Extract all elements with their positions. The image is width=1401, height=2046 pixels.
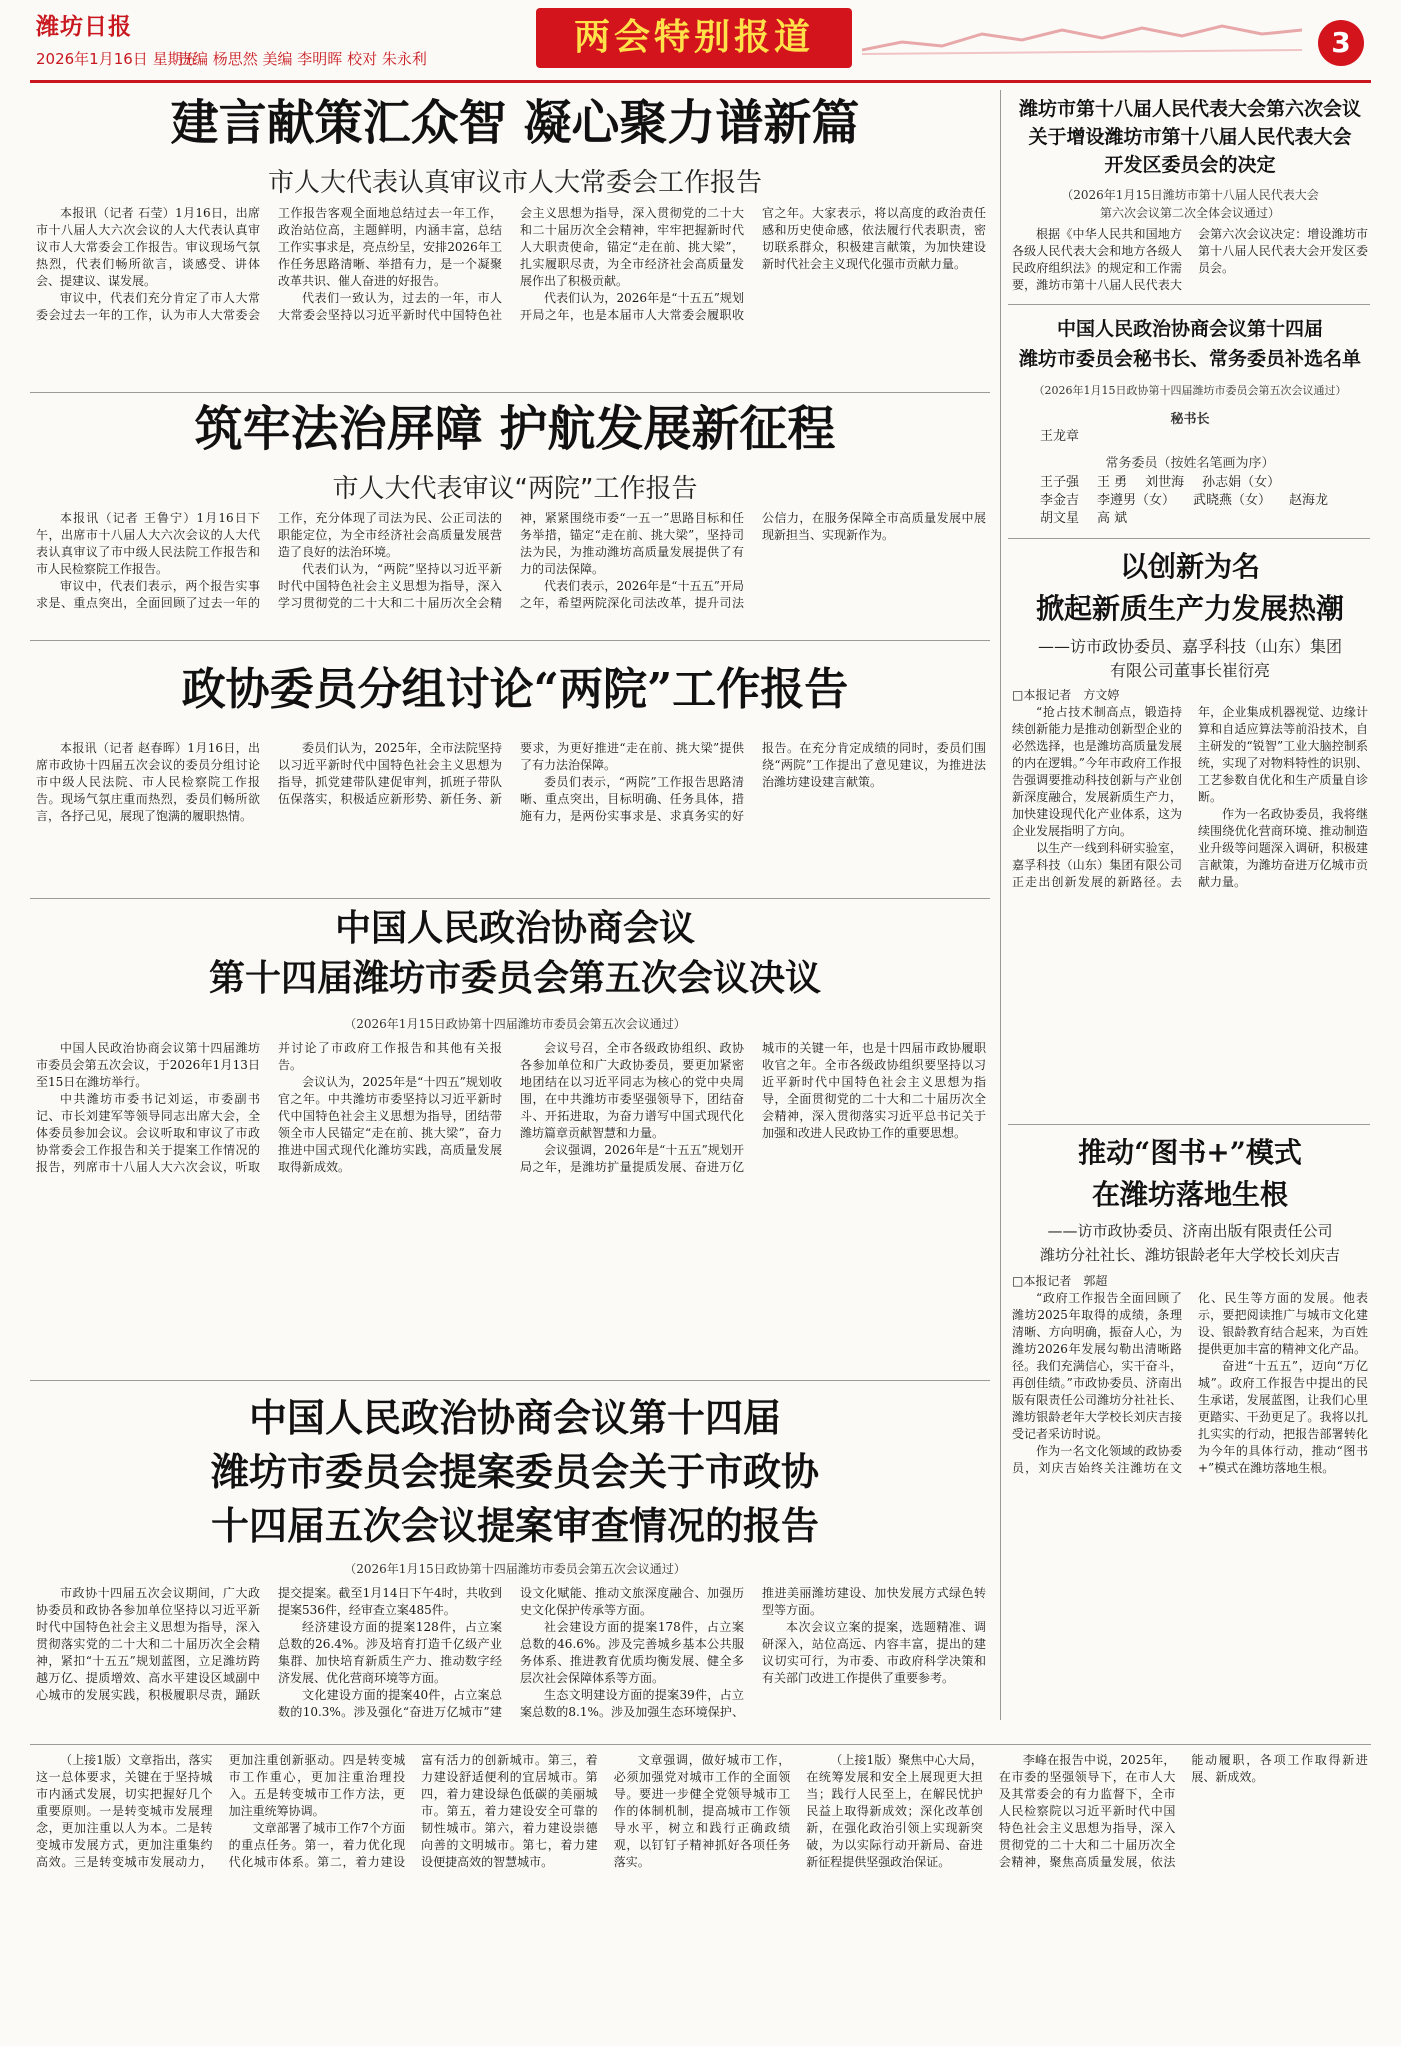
adoption-note-line2: 第六次会议第二次全体会议通过） — [1099, 206, 1280, 220]
adoption-note: （2026年1月15日政协第十四届潍坊市委员会第五次会议通过） — [1033, 384, 1347, 397]
members-list — [1040, 474, 1370, 528]
article-title-line2: 潍坊市委员会提案委员会关于市政协 — [210, 1449, 819, 1494]
column-divider — [1000, 90, 1001, 1720]
article-title-line1: 中国人民政治协商会议第十四届 — [248, 1395, 781, 1440]
article-byline: □本报记者 方文婷 — [1012, 688, 1120, 702]
article-title-line2: 第十四届潍坊市委员会第五次会议决议 — [208, 957, 821, 999]
section-banner-label: 两会特别报道 — [573, 17, 814, 58]
members-row: 王子强 王 勇 刘世海 孙志娟（女） — [1040, 475, 1281, 490]
article-title-line3: 开发区委员会的决定 — [1104, 154, 1276, 176]
article-title-line3: 十四届五次会议提案审查情况的报告 — [210, 1503, 819, 1548]
article-body: 本报讯（记者 石莹）1月16日，出席市十八届人大六次会议的人大代表认真审议市人大常委会工作报告。审议现场气氛热烈，代表们畅所欲言，谈感受、讲体会、提建议、谋发展。 审议中，代表们充分肯定了市人大常委会过去一年的工作，认为市人大常委会工作报告客观全面地总结过去一年工作，政治站位高，主题鲜明，内涵丰富，总结工作实事求是，亮点纷呈，安排2026年工作任务思路清晰、举措有力，是一个凝聚改革共识、催人奋进的好报告。 代表们一致认为，过去的一年，市人大常委会坚持以习近平新时代中国特色社会主义思想为指导，深入贯彻党的二十大和二十届历次全会精神，牢牢把握新时代人大职责使命，锚定“走在前、挑大梁”，扎实履职尽责，为全市经济社会高质量发展作出了积极贡献。 代表们认为，2026年是“十五五”规划开局之年，也是本届市人大常委会履职收官之年。大家表示，将以高度的政治责任感和历史使命感，依法履行代表职责，密切联系群众，积极建言献策，为加快建设新时代社会主义现代化强市贡献力量。 — [36, 206, 986, 322]
masthead — [0, 0, 1401, 84]
article-title-line1: 潍坊市第十八届人民代表大会第六次会议 — [1018, 98, 1361, 120]
adoption-note: （2026年1月15日政协第十四届潍坊市委员会第五次会议通过） — [344, 1562, 686, 1576]
page-number: 3 — [1318, 20, 1364, 66]
article-title-line2: 掀起新质生产力发展热潮 — [1035, 592, 1344, 625]
paper-name: 潍坊日报 — [36, 14, 132, 40]
article-subtitle-line2: 潍坊分社社长、潍坊银龄老年大学校长刘庆吉 — [1039, 1246, 1340, 1264]
masthead-rule — [30, 80, 1371, 83]
article-subtitle-line2: 有限公司董事长崔衍亮 — [1109, 661, 1270, 680]
separator — [30, 640, 990, 641]
members-row: 李金吉 李遵男（女） 武晓燕（女） 赵海龙 — [1040, 493, 1329, 508]
article-subtitle: 市人大代表审议“两院”工作报告 — [332, 474, 698, 504]
article-title-line1: 推动“图书+”模式 — [1078, 1136, 1302, 1169]
article-byline: □本报记者 郭超 — [1012, 1274, 1108, 1288]
adoption-note-line1: （2026年1月15日潍坊市第十八届人民代表大会 — [1061, 188, 1319, 202]
article-title-line2: 在潍坊落地生根 — [1091, 1178, 1288, 1211]
article-title-line2: 关于增设潍坊市第十八届人民代表大会 — [1028, 126, 1352, 148]
editor-credit: 责编 杨思然 美编 李明晖 校对 朱永利 — [178, 50, 427, 68]
article-body: 中国人民政治协商会议第十四届潍坊市委员会第五次会议，于2026年1月13日至15日在潍坊举行。 中共潍坊市委书记刘运，市委副书记、市长刘建军等领导同志出席大会，全体委员参加会议。会议听取和审议了市政协常委会工作报告和关于提案工作情况的报告，列席市十八届人大六次会议，听取并讨论了市政府工作报告和其他有关报告。 会议认为，2025年是“十四五”规划收官之年。中共潍坊市委坚持以习近平新时代中国特色社会主义思想为指导，团结带领全市人民锚定“走在前、挑大梁”，奋力推进中国式现代化潍坊实践，高质量发展取得新成效。 会议号召，全市各级政协组织、政协各参加单位和广大政协委员，要更加紧密地团结在以习近平同志为核心的党中央周围，在中共潍坊市委坚强领导下，团结奋斗、开拓进取，为奋力谱写中国式现代化潍坊篇章贡献智慧和力量。 会议强调，2026年是“十五五”规划开局之年，是潍坊扩量提质发展、奋进万亿城市的关键一年，也是十四届市政协履职收官之年。全市各级政协组织要坚持以习近平新时代中国特色社会主义思想为指导，全面贯彻党的二十大和二十届历次全会精神，深入贯彻落实习近平总书记关于加强和改进人民政协工作的重要思想。 — [36, 1041, 986, 1174]
article-body: “抢占技术制高点，锻造持续创新能力是推动创新型企业的必然选择，也是潍坊高质量发展的内在逻辑。”今年市政府工作报告强调要推动科技创新与产业创新深度融合，发展新质生产力，加快建设现代化产业体系，这为企业发展指明了方向。 以生产一线到科研实验室，嘉孚科技（山东）集团有限公司正走出创新发展的新路径。去年，企业集成机器视觉、边缘计算和自适应算法等前沿技术，自主研发的“锐智”工业大脑控制系统，实现了对物料特性的识别、工艺参数自优化和生产质量自诊断。 作为一名政协委员，我将继续围绕优化营商环境、推动制造业升级等问题深入调研，积极建言献策，为潍坊奋进万亿城市贡献力量。 — [1012, 705, 1368, 889]
continuation-body: （上接1版）文章指出，落实这一总体要求，关键在于坚持城市内涵式发展，切实把握好几个重要原则。一是转变城市发展理念，更加注重以人为本。二是转变城市发展方式，更加注重集约高效。三是转变城市发展动力，更加注重创新驱动。四是转变城市工作重心，更加注重治理投入。五是转变城市工作方法，更加注重统筹协调。 文章部署了城市工作7个方面的重点任务。第一，着力优化现代化城市体系。第二，着力建设富有活力的创新城市。第三，着力建设舒适便利的宜居城市。第四，着力建设绿色低碳的美丽城市。第五，着力建设安全可靠的韧性城市。第六，着力建设崇德向善的文明城市。第七，着力建设便捷高效的智慧城市。 文章强调，做好城市工作，必须加强党对城市工作的全面领导。要进一步健全党领导城市工作的体制机制，提高城市工作领导水平，树立和践行正确政绩观，以钉钉子精神抓好各项任务落实。 （上接1版）聚焦中心大局，在统筹发展和安全上展现更大担当；践行人民至上，在解民忧护民益上取得新成效；深化改革创新，在强化政治引领上实现新突破，为以实际行动开新局、奋进新征程提供坚强政治保证。 李峰在报告中说，2025年，在市委的坚强领导下，在市人大及其常委会的有力监督下，全市人民检察院以习近平新时代中国特色社会主义思想为指导，深入贯彻党的二十大和二十届历次全会精神，聚焦高质量发展，依法能动履职，各项工作取得新进展、新成效。 — [36, 1753, 1368, 1869]
article-subtitle-line1: ——访市政协委员、济南出版有限责任公司 — [1047, 1222, 1333, 1240]
article-title-line1: 以创新为名 — [1119, 550, 1260, 583]
article-title: 政协委员分组讨论“两院”工作报告 — [181, 664, 849, 715]
article-body: 本报讯（记者 赵春晖）1月16日，出席市政协十四届五次会议的委员分组讨论市中级人民法院、市人民检察院工作报告。现场气氛庄重而热烈，委员们畅所欲言，各抒己见，展现了饱满的履职热情。 委员们认为，2025年，全市法院坚持以习近平新时代中国特色社会主义思想为指导，抓党建带队建促审判，抓班子带队伍保落实，积极适应新形势、新任务、新要求，为更好推进“走在前、挑大梁”提供了有力法治保障。 委员们表示，“两院”工作报告思路清晰、重点突出，目标明确、任务具体，措施有力，是两份实事求是、求真务实的好报告。在充分肯定成绩的同时，委员们围绕“两院”工作提出了意见建议，为推进法治潍坊建设建言献策。 — [36, 741, 986, 823]
separator — [30, 898, 990, 899]
section-banner — [536, 8, 852, 68]
article-body: 根据《中华人民共和国地方各级人民代表大会和地方各级人民政府组织法》的规定和工作需要，潍坊市第十八届人民代表大会第六次会议决定：增设潍坊市第十八届人民代表大会开发区委员会。 — [1012, 227, 1368, 292]
secretary-name: 王龙章 — [1040, 429, 1080, 444]
article-title-line1: 中国人民政治协商会议第十四届 — [1056, 318, 1323, 340]
article-body: 市政协十四届五次会议期间，广大政协委员和政协各参加单位坚持以习近平新时代中国特色社会主义思想为指导，深入贯彻落实党的二十大和二十届历次全会精神，紧扣“十五五”规划蓝图，立足潍坊跨越万亿、提质增效、高水平建设区域副中心城市的发展实践，积极履职尽责，踊跃提交提案。截至1月14日下午4时，共收到提案536件，经审查立案485件。 经济建设方面的提案128件，占立案总数的26.4%。涉及培育打造千亿级产业集群、加快培育新质生产力、推动数字经济发展、优化营商环境等方面。 文化建设方面的提案40件，占立案总数的10.3%。涉及强化“奋进万亿城市”建设文化赋能、推动文旅深度融合、加强历史文化保护传承等方面。 社会建设方面的提案178件，占立案总数的46.6%。涉及完善城乡基本公共服务体系、推进教育优质均衡发展、健全多层次社会保障体系等方面。 生态文明建设方面的提案39件，占立案总数的8.1%。涉及加强生态环境保护、推进美丽潍坊建设、加快发展方式绿色转型等方面。 本次会议立案的提案，选题精准、调研深入，站位高远、内容丰富，提出的建议切实可行，为市委、市政府科学决策和有关部门改进工作提供了重要参考。 — [36, 1586, 986, 1719]
adoption-note: （2026年1月15日政协第十四届潍坊市委员会第五次会议通过） — [344, 1017, 686, 1031]
article-subtitle: 市人大代表认真审议市人大常委会工作报告 — [267, 168, 762, 198]
secretary-heading: 秘书长 — [1170, 412, 1210, 427]
article-body: 本报讯（记者 王鲁宁）1月16日下午，出席市十八届人大六次会议的人大代表认真审议了市中级人民法院工作报告和市人民检察院工作报告。 审议中，代表们表示，两个报告实事求是、重点突出，全面回顾了过去一年的工作，充分体现了司法为民、公正司法的职能定位，为全市经济社会高质量发展营造了良好的法治环境。 代表们认为，“两院”坚持以习近平新时代中国特色社会主义思想为指导，深入学习贯彻党的二十大和二十届历次全会精神，紧紧围绕市委“一五一”思路目标和任务举措，锚定“走在前、挑大梁”，坚持司法为民，为推动潍坊高质量发展提供了有力的司法保障。 代表们表示，2026年是“十五五”开局之年，希望两院深化司法改革，提升司法公信力，在服务保障全市高质量发展中展现新担当、实现新作为。 — [36, 511, 986, 610]
article-subtitle-line1: ——访市政协委员、嘉孚科技（山东）集团 — [1037, 637, 1342, 656]
issue-date: 2026年1月16日 星期五 — [36, 50, 198, 68]
separator — [30, 1744, 1371, 1745]
article-title-line2: 潍坊市委员会秘书长、常务委员补选名单 — [1018, 348, 1361, 370]
separator — [30, 1380, 990, 1381]
article-title-line1: 中国人民政治协商会议 — [334, 907, 695, 949]
article-body: “政府工作报告全面回顾了潍坊2025年取得的成绩，条理清晰、方向明确，振奋人心，为潍坊2026年发展勾勒出清晰路径。我们充满信心，实干奋斗，再创佳绩。”市政协委员、济南出版有限责任公司潍坊分社社长、潍坊银龄老年大学校长刘庆吉接受记者采访时说。 作为一名文化领域的政协委员，刘庆吉始终关注潍坊在文化、民生等方面的发展。他表示，要把阅读推广与城市文化建设、银龄教育结合起来，为百姓提供更加丰富的精神文化产品。 奋进“十五五”，迈向“万亿城”。政府工作报告中提出的民生承诺，发展蓝图，让我们心里更踏实、干劲更足了。我将以扎扎实实的行动，把报告部署转化为今年的具体行动，推动“图书+”模式在潍坊落地生根。 — [1012, 1291, 1368, 1475]
members-row: 胡文星 高 斌 — [1040, 511, 1128, 526]
separator — [1008, 538, 1370, 539]
great-wall-decoration-icon — [862, 20, 1302, 56]
article-title: 建言献策汇众智 凝心聚力谱新篇 — [170, 95, 860, 151]
article-title: 筑牢法治屏障 护航发展新征程 — [194, 401, 836, 457]
separator — [1008, 304, 1370, 305]
members-heading: 常务委员（按姓名笔画为序） — [1105, 456, 1275, 471]
separator — [1008, 1124, 1370, 1125]
separator — [30, 392, 990, 393]
